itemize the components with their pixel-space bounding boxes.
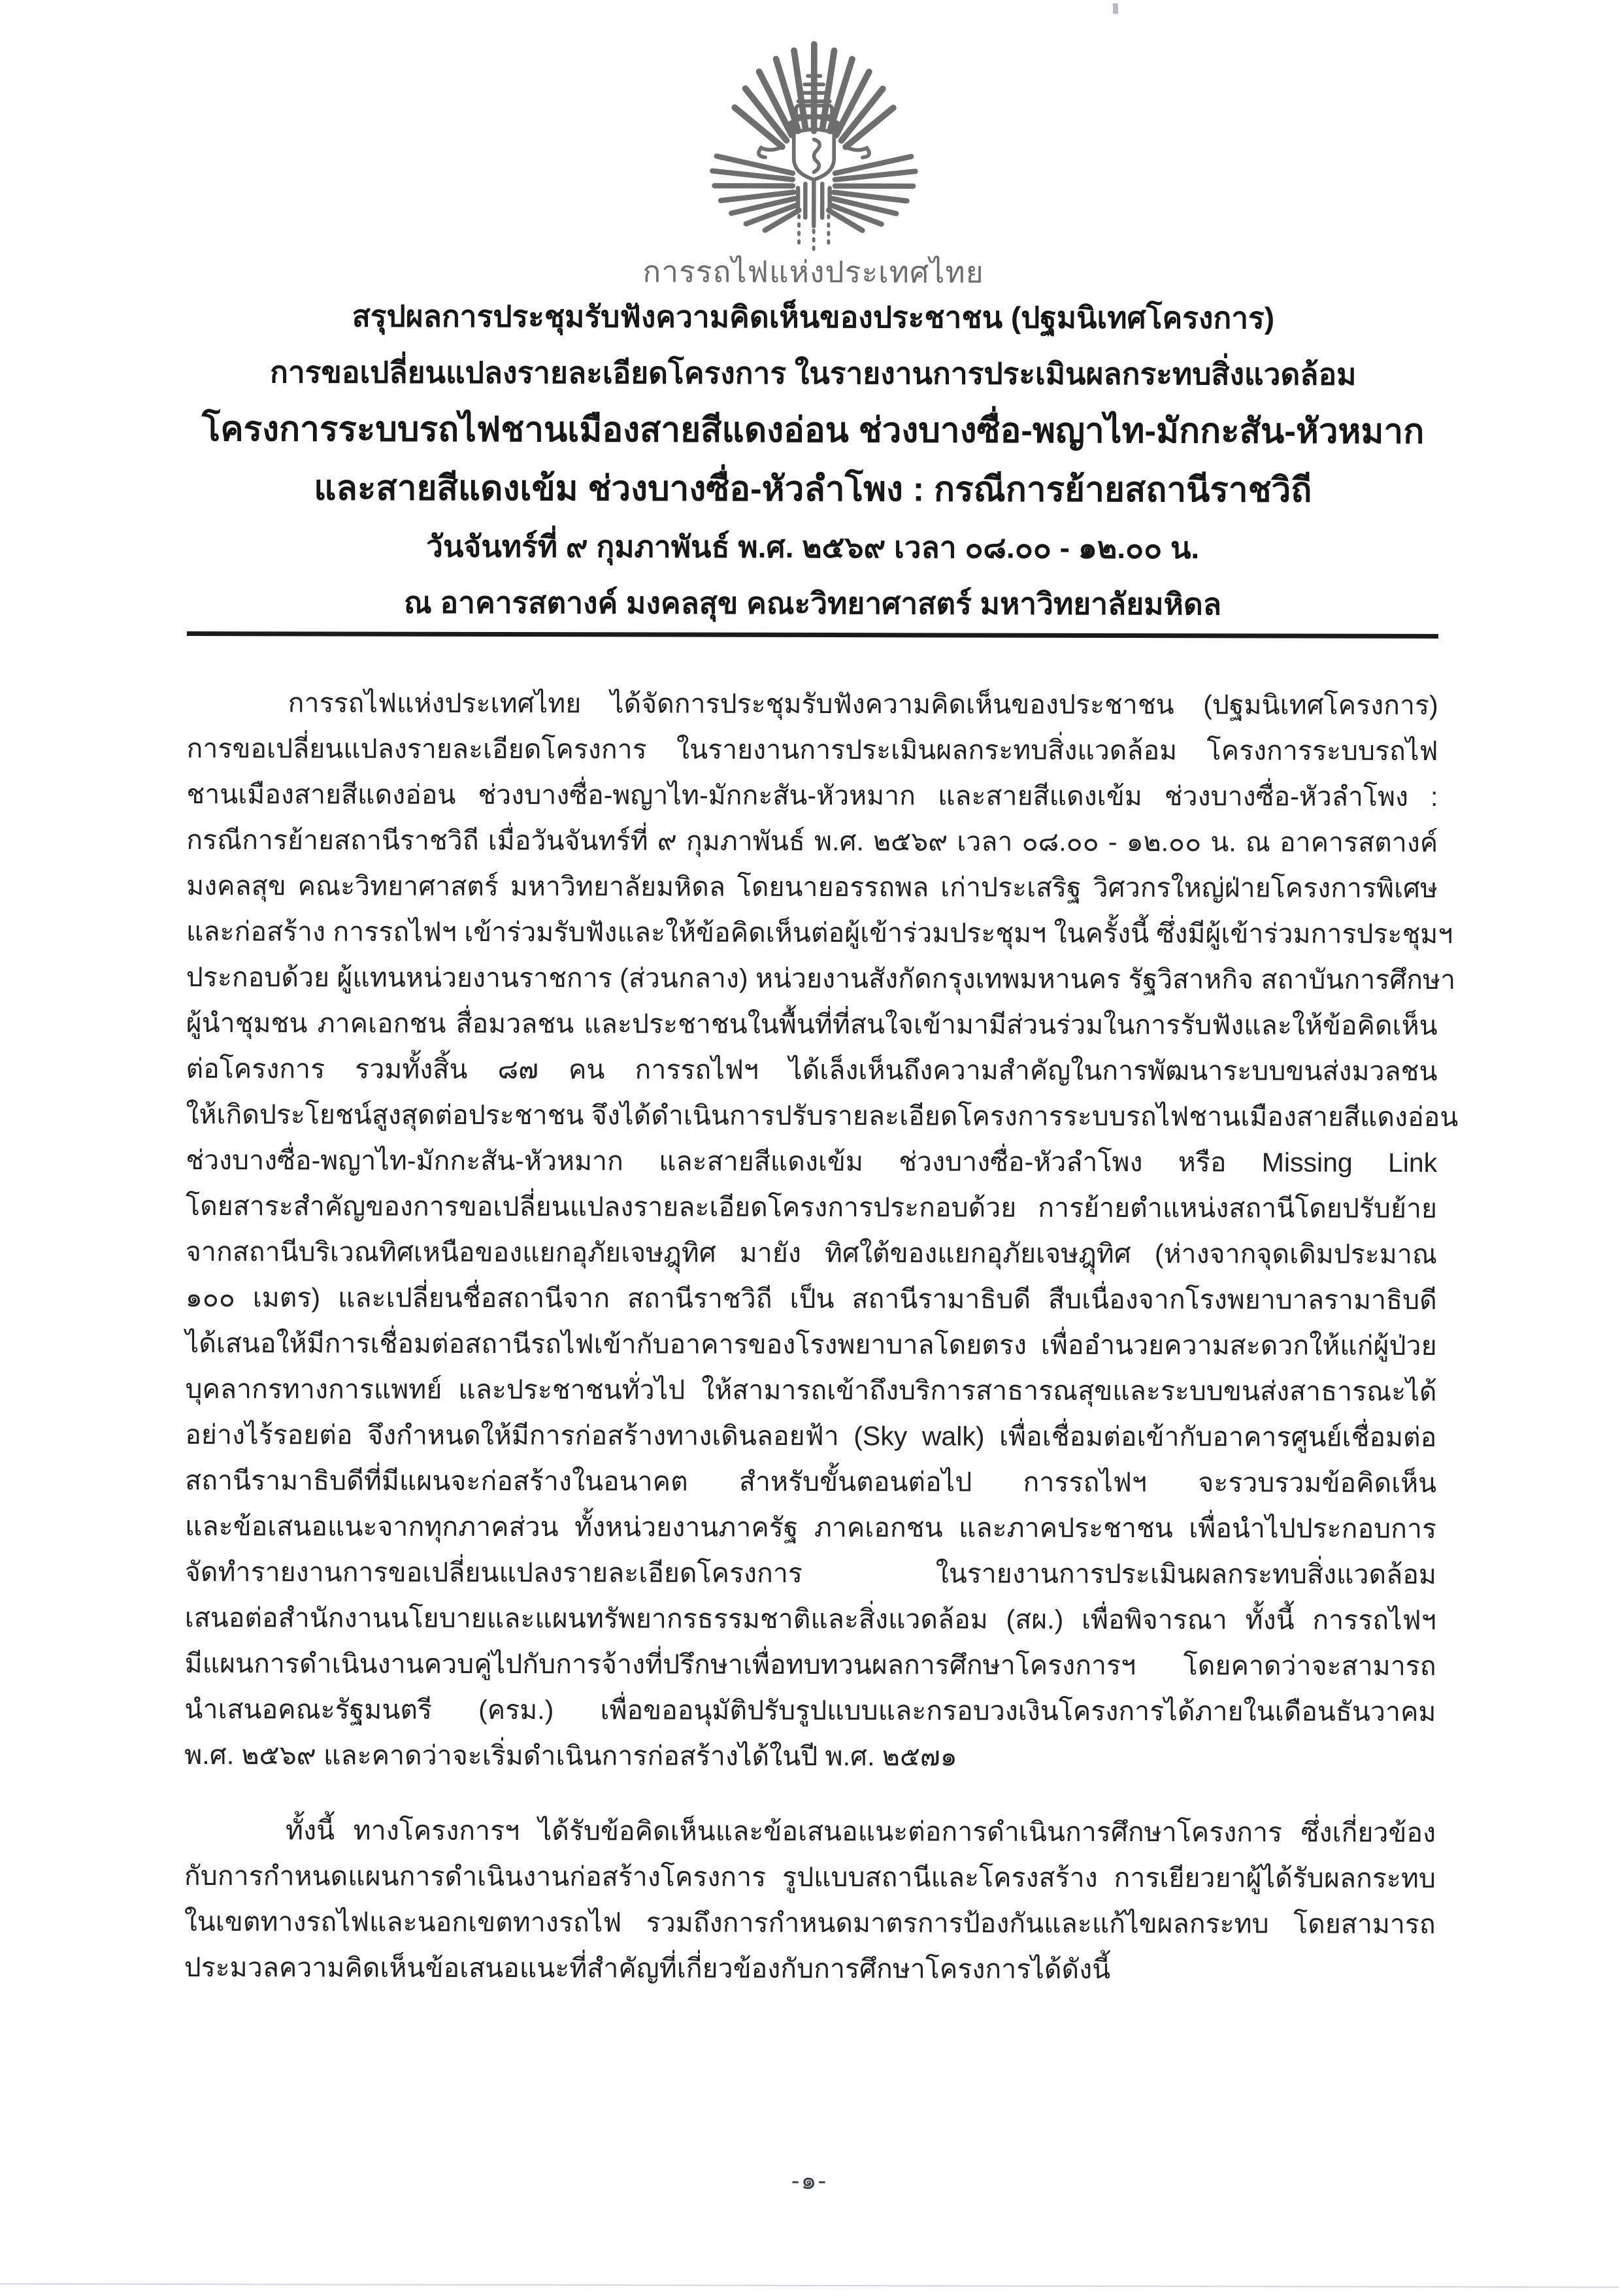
- title-line-4: และสายสีแดงเข้ม ช่วงบางซื่อ-หัวลำโพง : กรณีการย้ายสถานีราชวิถี: [187, 459, 1438, 520]
- text-line: โดยสาระสำคัญของการขอเปลี่ยนแปลงรายละเอียดโครงการประกอบด้วย การย้ายตำแหน่งสถานีโดยปรับย้าย: [186, 1183, 1437, 1231]
- text-line: จัดทำรายงานการขอเปลี่ยนแปลงรายละเอียดโครงการ ในรายงานการประเมินผลกระทบสิ่งแวดล้อม: [185, 1549, 1436, 1597]
- text-line: เสนอต่อสำนักงานนโยบายและแผนทรัพยากรธรรมชาติและสิ่งแวดล้อม (สผ.) เพื่อพิจารณา ทั้งนี้ การรถไฟฯ: [185, 1595, 1436, 1643]
- scan-artifact-top: [1113, 3, 1118, 14]
- text-line: อย่างไร้รอยต่อ จึงกำหนดให้มีการก่อสร้างทางเดินลอยฟ้า (Sky walk) เพื่อเชื่อมต่อเข้ากับอาคารศูนย์เชื่อมต่อ: [185, 1412, 1436, 1460]
- text-line: และข้อเสนอแนะจากทุกภาคส่วน ทั้งหน่วยงานภาครัฐ ภาคเอกชน และภาคประชาชน เพื่อนำไปประกอบการ: [185, 1503, 1436, 1552]
- srt-railway-emblem-icon: [686, 38, 942, 254]
- text-line: มีแผนการดำเนินงานควบคู่ไปกับการจ้างที่ปรึกษาเพื่อทบทวนผลการศึกษาโครงการฯ โดยคาดว่าจะสามารถ: [185, 1640, 1436, 1689]
- header-divider-rule: [187, 631, 1438, 639]
- srt-logo-block: [188, 37, 1440, 290]
- body-paragraph-1: [184, 680, 1438, 1780]
- text-line: ในเขตทางรถไฟและนอกเขตทางรถไฟ รวมถึงการกำหนดมาตรการป้องกันและแก้ไขผลกระทบ โดยสามารถ: [184, 1899, 1436, 1947]
- text-line: นำเสนอคณะรัฐมนตรี (ครม.) เพื่อขออนุมัติปรับรูปแบบและกรอบวงเงินโครงการได้ภายในเดือนธันวาคม: [184, 1686, 1436, 1735]
- text-line: การขอเปลี่ยนแปลงรายละเอียดโครงการ ในรายงานการประเมินผลกระทบสิ่งแวดล้อม โครงการระบบรถไฟ: [186, 725, 1438, 774]
- text-line: บุคลากรทางการแพทย์ และประชาชนทั่วไป ให้สามารถเข้าถึงบริการสาธารณสุขและระบบขนส่งสาธารณะได้: [185, 1366, 1436, 1414]
- text-line: ได้เสนอให้มีการเชื่อมต่อสถานีรถไฟเข้ากับอาคารของโรงพยาบาลโดยตรง เพื่ออำนวยความสะดวกให้แก่ผู้ป่วย: [186, 1320, 1437, 1369]
- text-line: ช่วงบางซื่อ-พญาไท-มักกะสัน-หัวหมาก และสายสีแดงเข้ม ช่วงบางซื่อ-หัวลำโพง หรือ Missing Link: [186, 1137, 1437, 1186]
- text-line: กรณีการย้ายสถานีราชวิถี เมื่อวันจันทร์ที่ ๙ กุมภาพันธ์ พ.ศ. ๒๕๖๙ เวลา ๐๘.๐๐ - ๑๒.๐๐ น. ณ อาคารสตางค์: [186, 817, 1438, 865]
- title-line-date: วันจันทร์ที่ ๙ กุมภาพันธ์ พ.ศ. ๒๕๖๙ เวลา ๐๘.๐๐ - ๑๒.๐๐ น.: [187, 518, 1438, 576]
- org-name: การรถไฟแห่งประเทศไทย: [642, 254, 984, 289]
- text-line: การรถไฟแห่งประเทศไทย ได้จัดการประชุมรับฟังความคิดเห็นของประชาชน (ปฐมนิเทศโครงการ): [187, 680, 1438, 728]
- text-line: จากสถานีบริเวณทิศเหนือของแยกอุภัยเจษฎุทิศ มายัง ทิศใต้ของแยกอุภัยเจษฎุทิศ (ห่างจากจุดเดิมประมาณ: [186, 1229, 1437, 1277]
- page-number: -๑-: [184, 2159, 1435, 2201]
- text-line: มงคลสุข คณะวิทยาศาสตร์ มหาวิทยาลัยมหิดล โดยนายอรรถพล เก่าประเสริฐ วิศวกรใหญ่ฝ่ายโครงการพิเศษ: [186, 863, 1438, 911]
- title-line-3: โครงการระบบรถไฟชานเมืองสายสีแดงอ่อน ช่วงบางซื่อ-พญาไท-มักกะสัน-หัวหมาก: [187, 400, 1438, 461]
- text-line: พ.ศ. ๒๕๖๙ และคาดว่าจะเริ่มดำเนินการก่อสร้างได้ในปี พ.ศ. ๒๕๗๑: [184, 1732, 1436, 1780]
- text-line: ๑๐๐ เมตร) และเปลี่ยนชื่อสถานีจาก สถานีราชวิถี เป็น สถานีรามาธิบดี สืบเนื่องจากโรงพยาบาลรามาธิบดี: [186, 1274, 1437, 1323]
- text-line: ประมวลความคิดเห็นข้อเสนอแนะที่สำคัญที่เกี่ยวข้องกับการศึกษาโครงการได้ดังนี้: [184, 1944, 1436, 1993]
- text-line: ผู้นำชุมชน ภาคเอกชน สื่อมวลชน และประชาชนในพื้นที่ที่สนใจเข้ามามีส่วนร่วมในการรับฟังและให้ข้อคิดเห็น: [186, 1000, 1438, 1048]
- title-line-1: สรุปผลการประชุมรับฟังความคิดเห็นของประชาชน (ปฐมนิเทศโครงการ): [188, 288, 1439, 346]
- title-line-2: การขอเปลี่ยนแปลงรายละเอียดโครงการ ในรายงานการประเมินผลกระทบสิ่งแวดล้อม: [188, 344, 1439, 403]
- text-line: ประกอบด้วย ผู้แทนหน่วยงานราชการ (ส่วนกลาง) หน่วยงานสังกัดกรุงเทพมหานคร รัฐวิสาหกิจ สถาบันการศึกษา: [186, 954, 1438, 1003]
- title-line-venue: ณ อาคารสตางค์ มงคลสุข คณะวิทยาศาสตร์ มหาวิทยาลัยมหิดล: [187, 574, 1438, 633]
- text-line: กับการกำหนดแผนการดำเนินงานก่อสร้างโครงการ รูปแบบสถานีและโครงสร้าง การเยียวยาผู้ได้รับผลกระทบ: [184, 1853, 1436, 1901]
- text-line: สถานีรามาธิบดีที่มีแผนจะก่อสร้างในอนาคต สำหรับขั้นตอนต่อไป การรถไฟฯ จะรวบรวมข้อคิดเห็น: [185, 1457, 1436, 1506]
- document-title-block: [187, 288, 1439, 633]
- body-paragraph-2: [184, 1807, 1436, 1993]
- text-line: ทั้งนี้ ทางโครงการฯ ได้รับข้อคิดเห็นและข้อเสนอแนะต่อการดำเนินการศึกษาโครงการ ซึ่งเกี่ยวข้อง: [184, 1807, 1436, 1855]
- text-line: ต่อโครงการ รวมทั้งสิ้น ๘๗ คน การรถไฟฯ ได้เล็งเห็นถึงความสำคัญในการพัฒนาระบบขนส่งมวลชน: [186, 1046, 1437, 1094]
- text-line: ให้เกิดประโยชน์สูงสุดต่อประชาชน จึงได้ดำเนินการปรับรายละเอียดโครงการระบบรถไฟชานเมืองสายสีแดงอ่อน: [186, 1091, 1437, 1140]
- text-line: ชานเมืองสายสีแดงอ่อน ช่วงบางซื่อ-พญาไท-มักกะสัน-หัวหมาก และสายสีแดงเข้ม ช่วงบางซื่อ-หัวลำโพง :: [186, 771, 1438, 820]
- scan-artifact-bottom-edge: [0, 2283, 1619, 2288]
- text-line: และก่อสร้าง การรถไฟฯ เข้าร่วมรับฟังและให้ข้อคิดเห็นต่อผู้เข้าร่วมประชุมฯ ในครั้งนี้ ซึ่งมีผู้เข้าร่วมการประชุมฯ: [186, 908, 1438, 957]
